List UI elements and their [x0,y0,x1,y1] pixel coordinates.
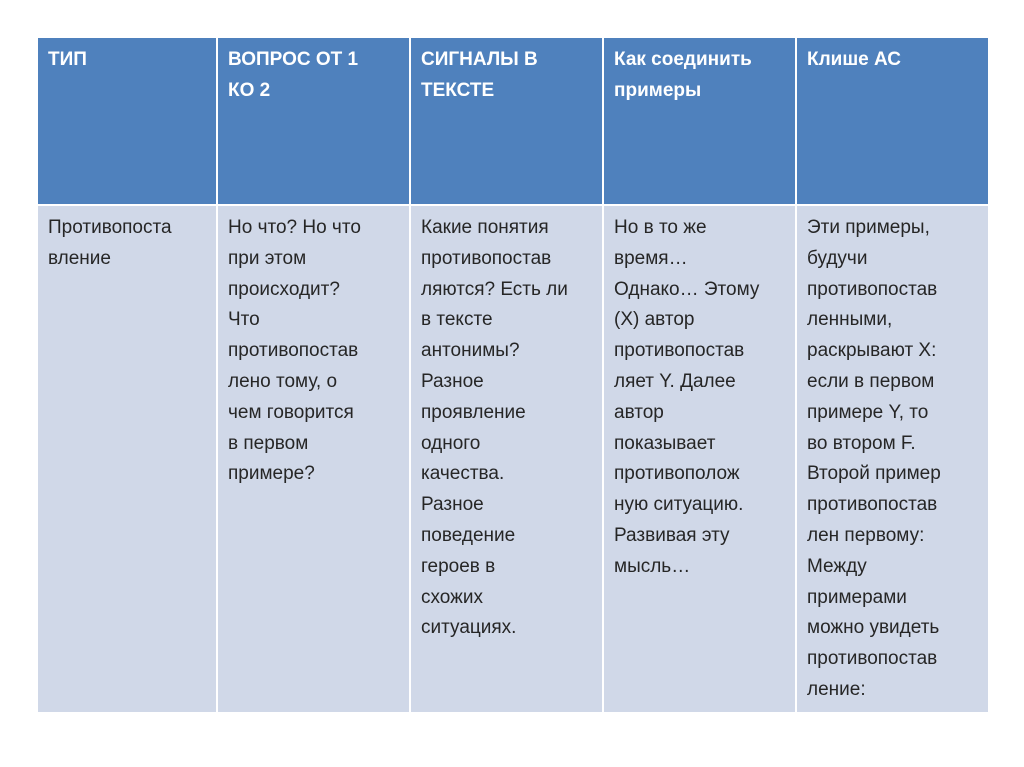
cell-signals-text: Какие понятия противопостав ляются? Есть ли в тексте антонимы? Разное проявление одного качества. Разное поведение героев в схожих ситуациях. [421,217,568,639]
cell-connect-text: Но в то же время… Однако… Этому (Х) автор противопостав ляет Y. Далее автор показывает противополож ную ситуацию. Развивая эту мысль… [614,217,760,577]
header-cell-signals [410,37,603,205]
header-cell-cliche [796,37,989,205]
cell-type-text: Противопоста вление [48,217,172,269]
header-question-label: ВОПРОС ОТ 1 КО 2 [228,49,359,101]
header-cell-type [37,37,217,205]
header-signals-label: СИГНАЛЫ В ТЕКСТЕ [421,49,538,101]
cell-signals [410,205,603,713]
cell-cliche [796,205,989,713]
header-connect-label: Как соединить примеры [614,49,752,101]
header-type-label: ТИП [48,49,87,70]
table-row [37,205,989,713]
cell-type [37,205,217,713]
cell-cliche-text: Эти примеры, будучи противопостав ленными, раскрывают Х: если в первом примере Y, то во втором F. Второй пример противопостав лен первому: Между примерами можно увидеть противопостав ление: [807,217,941,700]
slide-table [36,36,990,714]
table-header [37,37,989,205]
header-row [37,37,989,205]
table-body [37,205,989,713]
header-cliche-label: Клише АС [807,49,901,70]
cell-connect [603,205,796,713]
cell-question-text: Но что? Но что при этом происходит? Что противопостав лено тому, о чем говорится в первом примере? [228,217,361,485]
cell-question [217,205,410,713]
header-cell-connect [603,37,796,205]
header-cell-question [217,37,410,205]
